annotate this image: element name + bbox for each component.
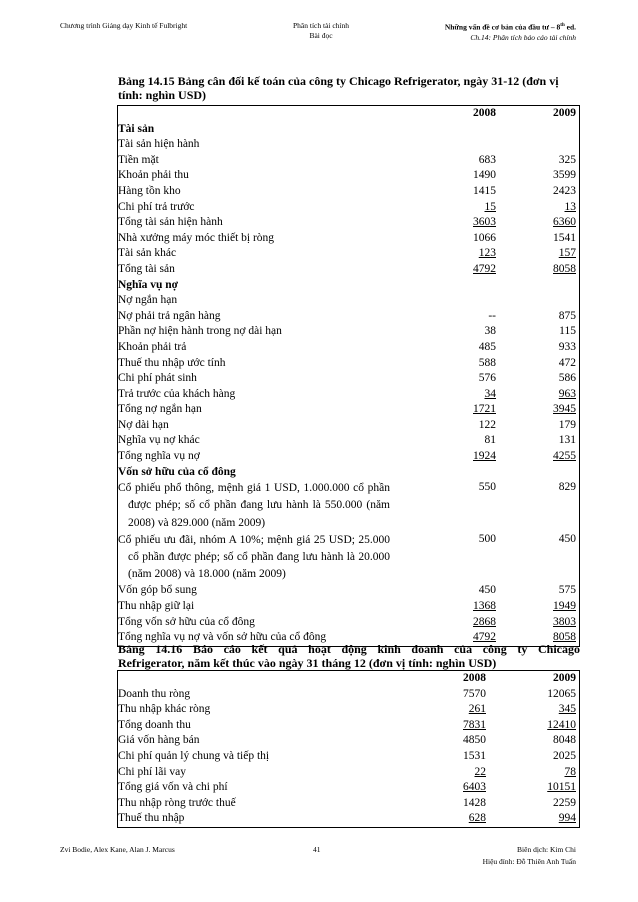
- row-label: Hàng tồn kho: [118, 184, 181, 197]
- value-2009: 345: [558, 703, 576, 716]
- value-2008: --: [488, 309, 496, 322]
- footer-credits: [483, 844, 576, 868]
- value-2008: 485: [478, 340, 496, 353]
- value-2008: 1924: [473, 450, 496, 463]
- value-2008: [390, 278, 499, 294]
- row-label: Tổng tài sản: [118, 262, 175, 275]
- table-row: [118, 356, 580, 372]
- value-2008: 3603: [473, 216, 496, 229]
- table-row: [118, 532, 580, 584]
- value-2008: 1368: [473, 600, 496, 613]
- value-2008: 4850: [463, 734, 486, 747]
- table-row: [118, 387, 580, 403]
- table-row: [118, 465, 580, 481]
- table-row: [118, 615, 580, 631]
- table-row: [118, 246, 580, 262]
- row-label: Nghĩa vụ nợ khác: [118, 434, 200, 447]
- value-2009: 575: [558, 584, 576, 597]
- table2-title-line1: Bảng 14.16 Báo cáo kết quả hoạt động kinh doanh của công ty Chicago: [118, 642, 580, 656]
- value-2009: 179: [558, 418, 576, 431]
- value-2009: 6360: [553, 216, 576, 229]
- value-2008: 123: [478, 247, 496, 260]
- value-2008: 1066: [473, 231, 496, 244]
- table-row: [118, 449, 580, 465]
- table-row: [118, 137, 580, 153]
- value-2008: 122: [478, 418, 496, 431]
- row-label: Chi phí quản lý chung và tiếp thị: [118, 749, 270, 762]
- value-2008: 500: [478, 532, 496, 545]
- row-label: Vốn góp bổ sung: [118, 584, 197, 597]
- value-2009: 963: [558, 387, 576, 400]
- table-row: [118, 480, 580, 532]
- page-number: 41: [313, 845, 321, 854]
- value-2009: 2423: [553, 184, 576, 197]
- footer-translator: Biên dịch: Kim Chi: [517, 845, 576, 854]
- table-row: [118, 309, 580, 325]
- value-2008: 7570: [463, 687, 486, 700]
- table-row: [118, 702, 580, 718]
- table2-title-line2: Refrigerator, năm kết thúc vào ngày 31 tháng 12 (đơn vị tính: nghìn USD): [118, 656, 497, 670]
- row-label: Thuế thu nhập: [118, 812, 185, 825]
- footer-editor: Hiệu đính: Đỗ Thiên Anh Tuấn: [482, 857, 576, 866]
- value-2009: [499, 278, 580, 294]
- value-2009: 13: [564, 200, 576, 213]
- row-label: Nợ ngắn hạn: [118, 294, 178, 307]
- row-label: Chi phí trả trước: [118, 200, 195, 213]
- table-header-row: [118, 671, 580, 687]
- value-2008: 576: [478, 372, 496, 385]
- column-header-2009: 2009: [553, 107, 576, 119]
- header-book: [445, 21, 576, 43]
- value-2009: [499, 122, 580, 138]
- value-2009: 994: [558, 812, 576, 825]
- value-2008: [390, 122, 499, 138]
- value-2009: 829: [558, 481, 576, 494]
- row-label: Vốn sở hữu của cổ đông: [118, 465, 236, 478]
- value-2009: 933: [558, 340, 576, 353]
- value-2008: 81: [484, 434, 496, 447]
- row-label: Tổng nghĩa vụ nợ: [118, 450, 200, 463]
- row-label: Tổng giá vốn và chi phí: [118, 781, 228, 794]
- value-2009: [499, 137, 580, 153]
- value-2009: [499, 465, 580, 481]
- value-2008: 683: [478, 153, 496, 166]
- value-2009: 115: [559, 325, 576, 338]
- value-2008: 15: [484, 200, 496, 213]
- value-2008: 6403: [463, 781, 486, 794]
- table-row: [118, 200, 580, 216]
- table-row: [118, 765, 580, 781]
- value-2009: 3803: [553, 615, 576, 628]
- value-2008: 1490: [473, 169, 496, 182]
- row-label: Nợ phải trả ngân hàng: [118, 309, 221, 322]
- value-2008: 550: [478, 481, 496, 494]
- value-2009: 12410: [547, 718, 576, 731]
- row-label: Cổ phiếu phổ thông, mệnh giá 1 USD, 1.000.000 cổ phần được phép; số cổ phần đang lưu hành là 550.000 (năm 2008) và 829.000 (năm 2009): [118, 482, 390, 529]
- value-2009: 157: [558, 247, 576, 260]
- value-2008: 1721: [473, 403, 496, 416]
- table-row: [118, 184, 580, 200]
- column-header-2008: 2008: [473, 107, 496, 119]
- value-2009: 1949: [553, 600, 576, 613]
- income-statement-table: [117, 670, 580, 828]
- row-label: Tổng vốn sở hữu của cổ đông: [118, 615, 255, 628]
- header-book-title: Những vấn đề cơ bản của đầu tư – 8th ed.: [444, 22, 576, 32]
- table-row: [118, 153, 580, 169]
- value-2009: 3599: [553, 169, 576, 182]
- row-label: Khoản phải thu: [118, 169, 189, 182]
- table-row: [118, 402, 580, 418]
- value-2008: 1415: [473, 184, 496, 197]
- value-2008: 1531: [463, 749, 486, 762]
- value-2009: 3945: [553, 403, 576, 416]
- value-2009: 2025: [553, 749, 576, 762]
- value-2008: 2868: [473, 615, 496, 628]
- value-2008: [390, 293, 499, 309]
- value-2008: 450: [478, 584, 496, 597]
- value-2009: 8058: [553, 631, 576, 644]
- header-subject-line2: Bài đọc: [309, 31, 333, 40]
- value-2009: 4255: [553, 450, 576, 463]
- table-row: [118, 687, 580, 703]
- row-label: Khoản phải trả: [118, 340, 187, 353]
- value-2009: 2259: [553, 796, 576, 809]
- table-row: [118, 796, 580, 812]
- value-2009: 10151: [547, 781, 576, 794]
- value-2008: 4792: [473, 631, 496, 644]
- column-header-2009: 2009: [553, 672, 576, 684]
- value-2008: 628: [468, 812, 486, 825]
- value-2009: 1541: [553, 231, 576, 244]
- row-label: Nợ dài hạn: [118, 418, 169, 431]
- table-row: [118, 599, 580, 615]
- table-row: [118, 168, 580, 184]
- value-2009: 78: [564, 765, 576, 778]
- value-2009: 875: [558, 309, 576, 322]
- row-label: Giá vốn hàng bán: [118, 734, 200, 747]
- footer-authors: Zvi Bodie, Alex Kane, Alan J. Marcus: [60, 845, 175, 854]
- value-2009: [499, 293, 580, 309]
- table-row: [118, 324, 580, 340]
- table-row: [118, 811, 580, 827]
- table-row: [118, 749, 580, 765]
- value-2008: [390, 137, 499, 153]
- row-label: Cổ phiếu ưu đãi, nhóm A 10%; mệnh giá 25 USD; 25.000 cổ phần được phép; số cổ phần đang lưu hành là 20.000 (năm 2008) và 18.000 (năm 2009): [118, 533, 390, 581]
- row-label: Tài sản: [118, 122, 155, 135]
- row-label: Chi phí phát sinh: [118, 372, 197, 385]
- table-row: [118, 780, 580, 796]
- row-label: Tổng nợ ngắn hạn: [118, 403, 202, 416]
- row-label: Tiền mặt: [118, 153, 159, 166]
- value-2008: 7831: [463, 718, 486, 731]
- value-2009: 131: [558, 434, 576, 447]
- table-row: [118, 733, 580, 749]
- row-label: Phần nợ hiện hành trong nợ dài hạn: [118, 325, 282, 338]
- value-2009: 586: [558, 372, 576, 385]
- row-label: Tài sản hiện hành: [118, 138, 200, 151]
- table-row: [118, 418, 580, 434]
- value-2009: 8058: [553, 262, 576, 275]
- value-2009: 325: [558, 153, 576, 166]
- header-course: Chương trình Giảng dạy Kinh tế Fulbright: [60, 21, 188, 30]
- column-header-2008: 2008: [463, 672, 486, 684]
- value-2008: 38: [484, 325, 496, 338]
- table-row: [118, 278, 580, 294]
- table-row: [118, 231, 580, 247]
- row-label: Tổng nghĩa vụ nợ và vốn sở hữu của cổ đông: [118, 631, 327, 644]
- row-label: Nghĩa vụ nợ: [118, 278, 179, 291]
- row-label: Thu nhập giữ lại: [118, 600, 195, 613]
- value-2009: 8048: [553, 734, 576, 747]
- table-row: [118, 340, 580, 356]
- value-2008: 261: [468, 703, 486, 716]
- row-label: Chi phí lãi vay: [118, 765, 187, 778]
- value-2008: 588: [478, 356, 496, 369]
- row-label: Nhà xưởng máy móc thiết bị ròng: [118, 231, 275, 244]
- row-label: Tổng doanh thu: [118, 718, 191, 731]
- value-2009: 12065: [547, 687, 576, 700]
- row-label: Thu nhập khác ròng: [118, 703, 211, 716]
- table-row: [118, 718, 580, 734]
- table-row: [118, 371, 580, 387]
- balance-sheet-table: [117, 105, 580, 647]
- value-2008: [390, 465, 499, 481]
- value-2008: 1428: [463, 796, 486, 809]
- value-2008: 34: [484, 387, 496, 400]
- table-row: [118, 215, 580, 231]
- row-label: Thuế thu nhập ước tính: [118, 356, 226, 369]
- header-chapter: Ch.14: Phân tích báo cáo tài chính: [470, 32, 576, 42]
- value-2008: 4792: [473, 262, 496, 275]
- header-subject: [266, 21, 376, 41]
- table-row: [118, 433, 580, 449]
- table-row: [118, 122, 580, 138]
- value-2009: 450: [558, 532, 576, 545]
- value-2008: 22: [474, 765, 486, 778]
- table-row: [118, 262, 580, 278]
- table-row: [118, 293, 580, 309]
- row-label: Trả trước của khách hàng: [118, 387, 236, 400]
- value-2009: 472: [558, 356, 576, 369]
- table-header-row: [118, 106, 580, 122]
- row-label: Tổng tài sản hiện hành: [118, 216, 223, 229]
- table1-title: Bảng 14.15 Bảng cân đối kế toán của công ty Chicago Refrigerator, ngày 31-12 (đơn vị tính: nghìn USD): [118, 74, 559, 102]
- row-label: Thu nhập ròng trước thuế: [118, 796, 236, 809]
- row-label: Doanh thu ròng: [118, 687, 191, 700]
- row-label: Tài sản khác: [118, 247, 177, 260]
- header-subject-line1: Phân tích tài chính: [292, 21, 350, 30]
- table-row: [118, 583, 580, 599]
